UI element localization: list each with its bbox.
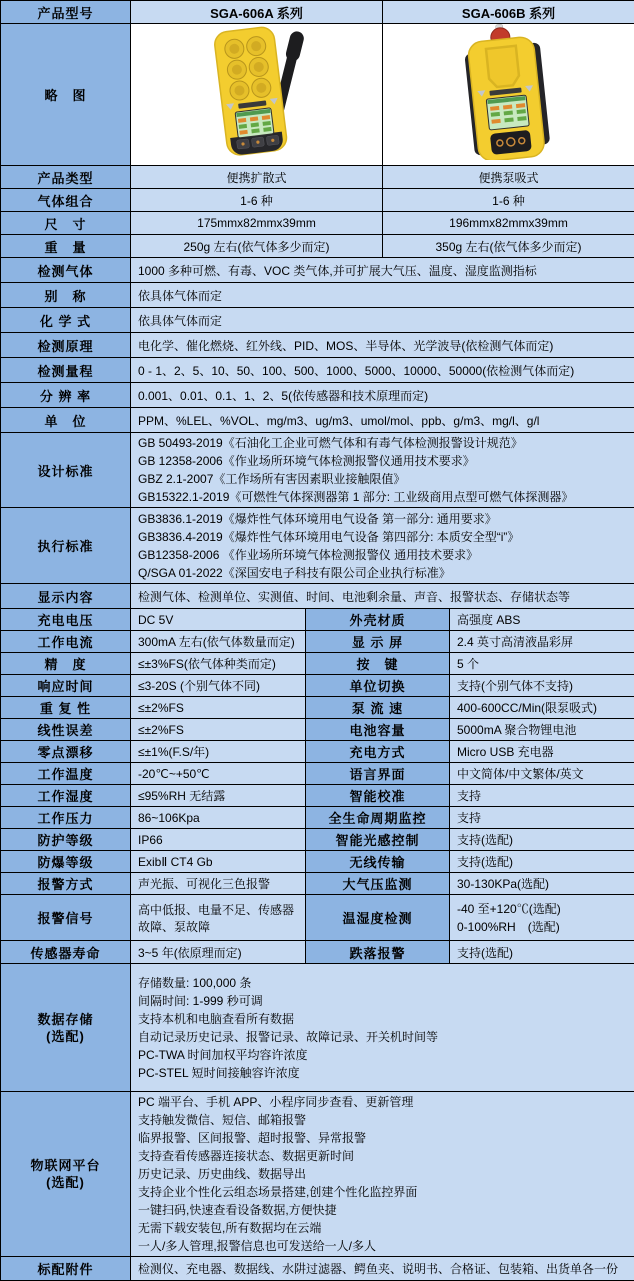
value-column-b: 1-6 种 <box>383 189 634 212</box>
table-row <box>1 308 634 333</box>
row-label: 检测量程 <box>1 358 131 383</box>
value-column-b: 便携泵吸式 <box>383 166 634 189</box>
row-value-2: 高强度 ABS <box>450 609 634 631</box>
row-label: 响应时间 <box>1 675 131 697</box>
row-value: ≤±2%FS <box>131 719 306 741</box>
row-label: 略 图 <box>1 24 131 166</box>
row-label <box>1 1092 131 1257</box>
row-label-2: 单位切换 <box>306 675 450 697</box>
row-label: 标配附件 <box>1 1257 131 1281</box>
row-value-2: 支持 <box>450 807 634 829</box>
value-column-b: 196mmx82mmx39mm <box>383 212 634 235</box>
row-label-2: 语言界面 <box>306 763 450 785</box>
row-value: 300mA 左右(依气体数量而定) <box>131 631 306 653</box>
text-line: (选配) <box>3 1174 128 1191</box>
spec-table-body <box>1 1 634 1281</box>
row-value <box>131 964 634 1092</box>
text-line: 间隔时间: 1-999 秒可调 <box>138 992 630 1010</box>
text-line: 0-100%RH (选配) <box>457 918 630 936</box>
row-label-2: 显 示 屏 <box>306 631 450 653</box>
table-row <box>1 212 634 235</box>
row-value: ≤±3%FS(依气体种类而定) <box>131 653 306 675</box>
row-value: -20℃~+50℃ <box>131 763 306 785</box>
row-label: 工作电流 <box>1 631 131 653</box>
table-row <box>1 333 634 358</box>
table-row <box>1 1 634 24</box>
row-label: 防护等级 <box>1 829 131 851</box>
row-label: 重 量 <box>1 235 131 258</box>
product-image-cell-b <box>383 24 634 166</box>
row-label: 传感器寿命 <box>1 941 131 964</box>
row-label-2: 无线传输 <box>306 851 450 873</box>
row-label-2: 智能校准 <box>306 785 450 807</box>
sga-606a-device-image <box>172 24 342 160</box>
row-label: 工作温度 <box>1 763 131 785</box>
row-value-2 <box>450 895 634 941</box>
row-label: 别 称 <box>1 283 131 308</box>
row-label-2: 按 键 <box>306 653 450 675</box>
row-label: 产品型号 <box>1 1 131 24</box>
table-row <box>1 653 634 675</box>
table-row <box>1 964 634 1092</box>
table-row <box>1 895 634 941</box>
row-label-2: 跌落报警 <box>306 941 450 964</box>
row-label: 重 复 性 <box>1 697 131 719</box>
row-value-2: 中文简体/中文繁体/英文 <box>450 763 634 785</box>
text-line: 存储数量: 100,000 条 <box>138 974 630 992</box>
row-value: IP66 <box>131 829 306 851</box>
value-column-a: 便携扩散式 <box>131 166 383 189</box>
text-line: 支持本机和电脑查看所有数据 <box>138 1010 630 1028</box>
row-value: 依具体气体而定 <box>131 283 634 308</box>
row-label: 执行标准 <box>1 508 131 584</box>
row-label: 零点漂移 <box>1 741 131 763</box>
table-row <box>1 258 634 283</box>
text-line: 一键扫码,快速查看设备数据,方便快捷 <box>138 1201 630 1219</box>
row-value-2: 支持(选配) <box>450 829 634 851</box>
row-label-2: 电池容量 <box>306 719 450 741</box>
table-row <box>1 166 634 189</box>
row-label-2: 全生命周期监控 <box>306 807 450 829</box>
value-column-a: 250g 左右(依气体多少而定) <box>131 235 383 258</box>
text-line: PC 端平台、手机 APP、小程序同步查看、更新管理 <box>138 1093 630 1111</box>
text-line: Q/SGA 01-2022《深国安电子科技有限公司企业执行标准》 <box>138 564 630 582</box>
row-label: 线性误差 <box>1 719 131 741</box>
row-label: 防爆等级 <box>1 851 131 873</box>
table-row <box>1 383 634 408</box>
table-row <box>1 697 634 719</box>
text-line: GB 12358-2006《作业场所环境气体检测报警仪通用技术要求》 <box>138 452 630 470</box>
row-label-2: 温湿度检测 <box>306 895 450 941</box>
row-label: 气体组合 <box>1 189 131 212</box>
row-label: 单 位 <box>1 408 131 433</box>
row-value: 电化学、催化燃烧、红外线、PID、MOS、半导体、光学波导(依检测气体而定) <box>131 333 634 358</box>
row-label: 报警信号 <box>1 895 131 941</box>
text-line: 物联网平台 <box>3 1157 128 1174</box>
text-line: 无需下载安装包,所有数据均在云端 <box>138 1219 630 1237</box>
product-image-cell-a <box>131 24 383 166</box>
row-label-2: 外壳材质 <box>306 609 450 631</box>
row-value: PPM、%LEL、%VOL、mg/m3、ug/m3、umol/mol、ppb、g/m3、mg/l、g/l <box>131 408 634 433</box>
row-value: 依具体气体而定 <box>131 308 634 333</box>
table-row <box>1 719 634 741</box>
value-column-a: 1-6 种 <box>131 189 383 212</box>
row-value: 1000 多种可燃、有毒、VOC 类气体,并可扩展大气压、温度、湿度监测指标 <box>131 258 634 283</box>
text-line: 支持查看传感器连接状态、数据更新时间 <box>138 1147 630 1165</box>
row-label: 显示内容 <box>1 584 131 609</box>
table-row <box>1 785 634 807</box>
row-label: 产品类型 <box>1 166 131 189</box>
row-value <box>131 1092 634 1257</box>
value-column-b: 350g 左右(依气体多少而定) <box>383 235 634 258</box>
table-row <box>1 24 634 166</box>
text-line: -40 至+120℃(选配) <box>457 900 630 918</box>
table-row <box>1 283 634 308</box>
table-row <box>1 358 634 383</box>
text-line: 数据存储 <box>3 1011 128 1028</box>
row-value: ExibⅡ CT4 Gb <box>131 851 306 873</box>
text-line: GB3836.1-2019《爆炸性气体环境用电气设备 第一部分: 通用要求》 <box>138 510 630 528</box>
row-value: 86~106Kpa <box>131 807 306 829</box>
table-row <box>1 609 634 631</box>
table-row <box>1 807 634 829</box>
row-label-2: 泵 流 速 <box>306 697 450 719</box>
row-value: DC 5V <box>131 609 306 631</box>
table-row <box>1 873 634 895</box>
text-line: 支持企业个性化云组态场景搭建,创建个性化监控界面 <box>138 1183 630 1201</box>
value-column-a: SGA-606A 系列 <box>131 1 383 24</box>
row-value-2: 支持(选配) <box>450 941 634 964</box>
sga-606b-device-image <box>429 24 589 160</box>
row-label: 尺 寸 <box>1 212 131 235</box>
table-row <box>1 1257 634 1281</box>
row-value-2: 30-130KPa(选配) <box>450 873 634 895</box>
row-value-2: 支持(选配) <box>450 851 634 873</box>
table-row <box>1 1092 634 1257</box>
row-value <box>131 508 634 584</box>
table-row <box>1 584 634 609</box>
row-label: 分 辨 率 <box>1 383 131 408</box>
table-row <box>1 741 634 763</box>
row-value: ≤±1%(F.S/年) <box>131 741 306 763</box>
row-label: 工作压力 <box>1 807 131 829</box>
row-value: 高中低报、电量不足、传感器故障、泵故障 <box>131 895 306 941</box>
row-value: 0.001、0.01、0.1、1、2、5(依传感器和技术原理而定) <box>131 383 634 408</box>
row-label-2: 大气压监测 <box>306 873 450 895</box>
row-label: 设计标准 <box>1 433 131 508</box>
row-label: 精 度 <box>1 653 131 675</box>
row-label: 检测原理 <box>1 333 131 358</box>
text-line: PC-TWA 时间加权平均容许浓度 <box>138 1046 630 1064</box>
row-value-2: 5 个 <box>450 653 634 675</box>
text-line: GB 50493-2019《石油化工企业可燃气体和有毒气体检测报警设计规范》 <box>138 434 630 452</box>
text-line: GB15322.1-2019《可燃性气体探测器第 1 部分: 工业级商用点型可燃气体探测器》 <box>138 488 630 506</box>
row-label <box>1 964 131 1092</box>
table-row <box>1 675 634 697</box>
row-label: 检测气体 <box>1 258 131 283</box>
row-value: 3~5 年(依原理而定) <box>131 941 306 964</box>
text-line: GB3836.4-2019《爆炸性气体环境用电气设备 第四部分: 本质安全型“i”》 <box>138 528 630 546</box>
text-line: 历史记录、历史曲线、数据导出 <box>138 1165 630 1183</box>
row-label: 化 学 式 <box>1 308 131 333</box>
row-value-2: 支持(个别气体不支持) <box>450 675 634 697</box>
table-row <box>1 851 634 873</box>
value-column-b: SGA-606B 系列 <box>383 1 634 24</box>
text-line: GBZ 2.1-2007《工作场所有害因素职业接触限值》 <box>138 470 630 488</box>
text-line: 一人/多人管理,报警信息也可发送给一人/多人 <box>138 1237 630 1255</box>
table-row <box>1 829 634 851</box>
table-row <box>1 235 634 258</box>
row-value-2: 支持 <box>450 785 634 807</box>
row-value-2: 2.4 英寸高清液晶彩屏 <box>450 631 634 653</box>
row-value: 检测气体、检测单位、实测值、时间、电池剩余量、声音、报警状态、存储状态等 <box>131 584 634 609</box>
row-value: ≤3-20S (个别气体不同) <box>131 675 306 697</box>
row-label: 报警方式 <box>1 873 131 895</box>
row-label-2: 充电方式 <box>306 741 450 763</box>
row-label: 工作湿度 <box>1 785 131 807</box>
row-label: 充电电压 <box>1 609 131 631</box>
text-line: 临界报警、区间报警、超时报警、异常报警 <box>138 1129 630 1147</box>
text-line: 支持触发微信、短信、邮箱报警 <box>138 1111 630 1129</box>
table-row <box>1 763 634 785</box>
row-value-2: Micro USB 充电器 <box>450 741 634 763</box>
table-row <box>1 433 634 508</box>
row-value <box>131 433 634 508</box>
row-value-2: 400-600CC/Min(限泵吸式) <box>450 697 634 719</box>
text-line: PC-STEL 短时间接触容许浓度 <box>138 1064 630 1082</box>
row-value-2: 5000mA 聚合物锂电池 <box>450 719 634 741</box>
row-label-2: 智能光感控制 <box>306 829 450 851</box>
value-column-a: 175mmx82mmx39mm <box>131 212 383 235</box>
table-row <box>1 189 634 212</box>
text-line: 自动记录历史记录、报警记录、故障记录、开关机时间等 <box>138 1028 630 1046</box>
row-value: ≤95%RH 无结露 <box>131 785 306 807</box>
table-row <box>1 408 634 433</box>
table-row <box>1 508 634 584</box>
row-value: ≤±2%FS <box>131 697 306 719</box>
text-line: (选配) <box>3 1028 128 1045</box>
row-value: 0 - 1、2、5、10、50、100、500、1000、5000、10000、50000(依检测气体而定) <box>131 358 634 383</box>
row-value: 检测仪、充电器、数据线、水阱过滤器、鳄鱼夹、说明书、合格证、包装箱、出货单各一份 <box>131 1257 634 1281</box>
table-row <box>1 941 634 964</box>
text-line: GB12358-2006 《作业场所环境气体检测报警仪 通用技术要求》 <box>138 546 630 564</box>
table-row <box>1 631 634 653</box>
row-value: 声光振、可视化三色报警 <box>131 873 306 895</box>
